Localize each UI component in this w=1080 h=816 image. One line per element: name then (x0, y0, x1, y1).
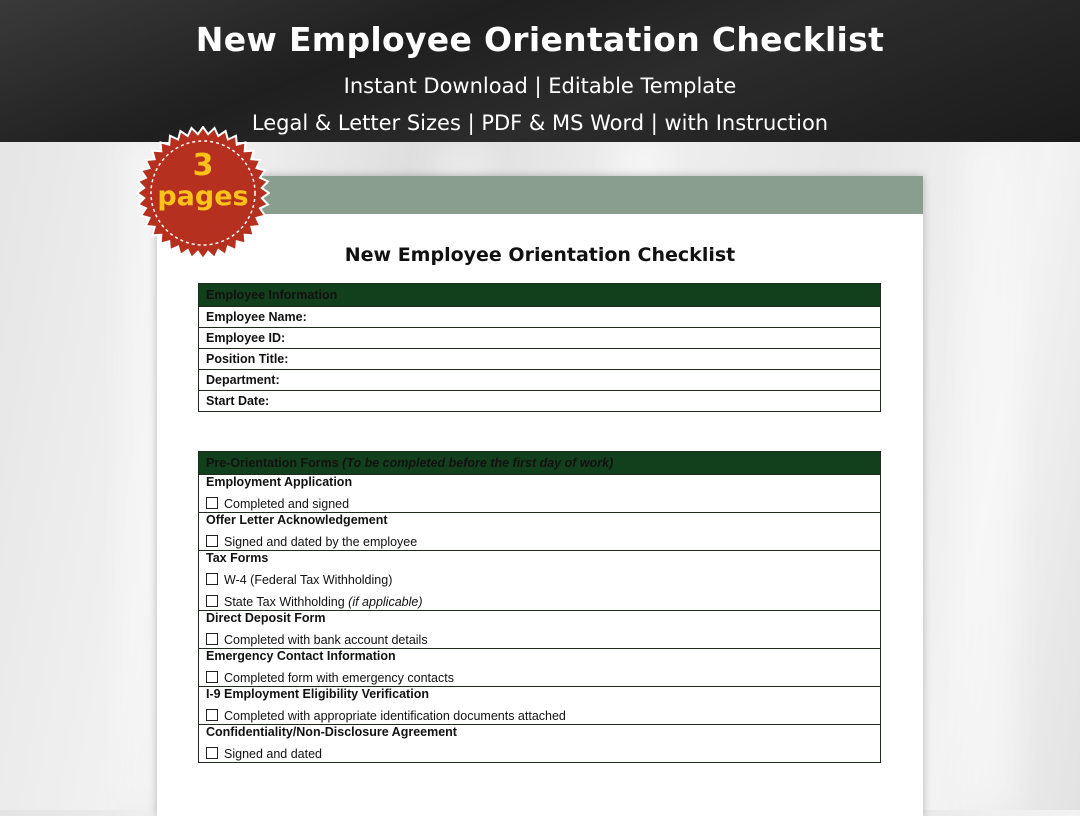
badge-number: 3 (192, 148, 214, 183)
checklist-option-label: W-4 (Federal Tax Withholding) (224, 573, 393, 587)
checklist-item (199, 551, 881, 611)
checklist-option-note: (if applicable) (348, 595, 423, 609)
checklist-item (199, 725, 881, 763)
banner-subtitle-2: Legal & Letter Sizes | PDF & MS Word | with Instruction (251, 111, 829, 135)
document-title: New Employee Orientation Checklist (344, 244, 736, 266)
checklist-option[interactable] (206, 747, 873, 762)
checklist-option-label: Completed with bank account details (224, 633, 428, 647)
pre-orientation-items (199, 475, 881, 763)
field-position-title[interactable]: Position Title: (199, 349, 881, 370)
checkbox[interactable] (206, 671, 218, 683)
field-start-date[interactable]: Start Date: (199, 391, 881, 412)
checklist-item-title: Tax Forms (206, 551, 269, 565)
checkbox[interactable] (206, 709, 218, 721)
checklist-item-title: Confidentiality/Non-Disclosure Agreement (206, 725, 457, 739)
document-header-bar (157, 176, 923, 214)
checklist-item (199, 611, 881, 649)
checklist-item (199, 513, 881, 551)
badge-word: pages (157, 181, 249, 212)
pre-orientation-heading-text: Pre-Orientation Forms (206, 456, 339, 470)
checklist-item (199, 649, 881, 687)
checkbox[interactable] (206, 595, 218, 607)
checklist-item (199, 475, 881, 513)
checkbox[interactable] (206, 573, 218, 585)
checklist-item-title: Offer Letter Acknowledgement (206, 513, 388, 527)
document-page (157, 176, 923, 816)
checklist-item-title: I-9 Employment Eligibility Verification (206, 687, 429, 701)
pre-orientation-heading (199, 452, 881, 475)
checklist-item (199, 687, 881, 725)
checkbox[interactable] (206, 633, 218, 645)
checklist-option[interactable] (206, 633, 873, 648)
employee-info-table (198, 283, 881, 412)
checklist-option[interactable] (206, 671, 873, 686)
field-employee-name[interactable]: Employee Name: (199, 307, 881, 328)
employee-info-heading: Employee Information (199, 284, 881, 307)
checklist-option[interactable] (206, 573, 873, 588)
banner-subtitle-1: Instant Download | Editable Template (343, 74, 737, 98)
checklist-option[interactable] (206, 535, 873, 550)
checklist-option-label: Signed and dated (224, 747, 323, 761)
checklist-option-label: Completed with appropriate identification documents attached (224, 709, 566, 723)
checkbox[interactable] (206, 535, 218, 547)
field-employee-id[interactable]: Employee ID: (199, 328, 881, 349)
pre-orientation-note: (To be completed before the first day of work) (342, 456, 614, 470)
banner-title: New Employee Orientation Checklist (195, 20, 885, 59)
promo-banner (0, 0, 1080, 142)
pre-orientation-table (198, 451, 881, 763)
checklist-option-label: Completed and signed (224, 497, 350, 511)
checklist-option[interactable] (206, 709, 873, 724)
checklist-option-label: State Tax Withholding (224, 595, 349, 609)
checkbox[interactable] (206, 497, 218, 509)
field-department[interactable]: Department: (199, 370, 881, 391)
pages-badge (136, 150, 270, 212)
checklist-item-title: Emergency Contact Information (206, 649, 396, 663)
checklist-option[interactable] (206, 595, 873, 610)
checkbox[interactable] (206, 747, 218, 759)
checklist-item-title: Direct Deposit Form (206, 611, 326, 625)
checklist-option[interactable] (206, 497, 873, 512)
checklist-item-title: Employment Application (206, 475, 353, 489)
checklist-option-label: Signed and dated by the employee (224, 535, 418, 549)
checklist-option-label: Completed form with emergency contacts (224, 671, 454, 685)
